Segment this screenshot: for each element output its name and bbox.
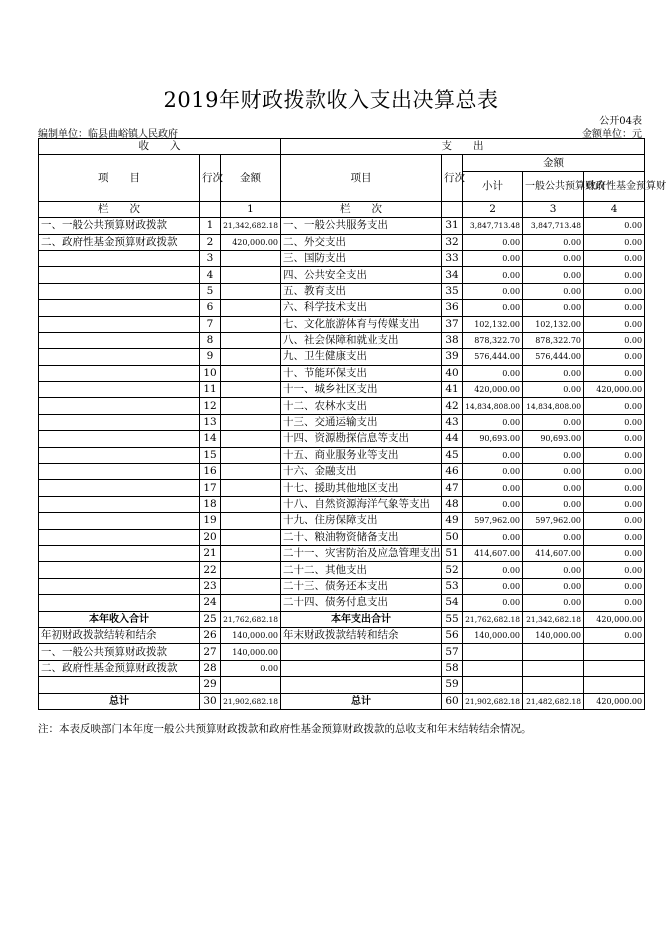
expense-fund-budget: 0.00: [584, 283, 645, 299]
income-amount: [221, 496, 281, 512]
expense-fund-budget: 0.00: [584, 627, 645, 643]
expense-subtotal: 0.00: [463, 283, 523, 299]
income-item: [39, 382, 200, 398]
table-row: [39, 545, 645, 561]
carry-row: [39, 677, 645, 693]
expense-subtotal: 0.00: [463, 595, 523, 611]
income-amount: [221, 529, 281, 545]
column-number-4: 4: [584, 201, 645, 217]
expense-item: 二十三、债务还本支出: [281, 578, 442, 594]
expense-subtotal: 0.00: [463, 234, 523, 250]
expense-line-no: 43: [442, 414, 463, 430]
income-item: [39, 398, 200, 414]
income-item: [39, 267, 200, 283]
income-item: [39, 513, 200, 529]
expense-header: 支 出: [281, 139, 645, 155]
income-item: [39, 300, 200, 316]
expense-item: 十四、资源勘探信息等支出: [281, 431, 442, 447]
subtotal-header: 小计: [463, 171, 523, 201]
carry-row: [39, 644, 645, 660]
expense-line-no: 36: [442, 300, 463, 316]
table-row: [39, 283, 645, 299]
expense-line-no: 52: [442, 562, 463, 578]
income-line-no: 11: [200, 382, 221, 398]
income-item: 本年收入合计: [39, 611, 200, 627]
income-item: [39, 431, 200, 447]
expense-subtotal: 0.00: [463, 365, 523, 381]
table-row: [39, 414, 645, 430]
expense-general-budget: 0.00: [523, 529, 584, 545]
currency-label: 金额单位：元: [582, 129, 642, 140]
expense-line-no: 60: [442, 693, 463, 709]
expense-subtotal: 21,902,682.18: [463, 693, 523, 709]
expense-subtotal: 878,322.70: [463, 332, 523, 348]
expense-subtotal: 414,607.00: [463, 545, 523, 561]
expense-line-no: 58: [442, 660, 463, 676]
income-amount: 140,000.00: [221, 627, 281, 643]
expense-general-budget: 0.00: [523, 578, 584, 594]
expense-item: 二十四、债务付息支出: [281, 595, 442, 611]
income-line-no: 13: [200, 414, 221, 430]
income-amount: 420,000.00: [221, 234, 281, 250]
expense-line-no: 50: [442, 529, 463, 545]
income-line-no: 25: [200, 611, 221, 627]
table-row: [39, 595, 645, 611]
income-line-no: 24: [200, 595, 221, 611]
table-row: [39, 316, 645, 332]
expense-item: [281, 660, 442, 676]
income-line-no: 10: [200, 365, 221, 381]
expense-fund-budget: 0.00: [584, 578, 645, 594]
expense-subtotal: 0.00: [463, 414, 523, 430]
expense-general-budget: 878,322.70: [523, 332, 584, 348]
grand-total-row: [39, 693, 645, 709]
table-row: [39, 447, 645, 463]
income-line-no: 28: [200, 660, 221, 676]
expense-subtotal: 597,962.00: [463, 513, 523, 529]
table-row: [39, 332, 645, 348]
header-row-top: [39, 155, 645, 171]
expense-general-budget: [523, 677, 584, 693]
table-row: [39, 234, 645, 250]
expense-fund-budget: 0.00: [584, 349, 645, 365]
income-item: [39, 578, 200, 594]
income-amount: [221, 414, 281, 430]
income-item: [39, 365, 200, 381]
income-item: [39, 316, 200, 332]
expense-item: 二十二、其他支出: [281, 562, 442, 578]
amount-group-header: 金额: [463, 155, 645, 171]
income-item-header: 项 目: [39, 155, 200, 201]
expense-line-no: 38: [442, 332, 463, 348]
expense-general-budget: 414,607.00: [523, 545, 584, 561]
income-header: 收 入: [39, 139, 281, 155]
expense-item: 一、一般公共服务支出: [281, 218, 442, 234]
expense-general-budget: 0.00: [523, 496, 584, 512]
expense-general-budget: 14,834,808.00: [523, 398, 584, 414]
expense-subtotal: 0.00: [463, 529, 523, 545]
income-line-no: 6: [200, 300, 221, 316]
expense-fund-budget: 0.00: [584, 234, 645, 250]
table-row: [39, 480, 645, 496]
page-title: 2019年财政拨款收入支出决算总表: [163, 88, 499, 112]
expense-subtotal: [463, 660, 523, 676]
expense-line-no: 47: [442, 480, 463, 496]
expense-line-header: 行次: [442, 155, 463, 201]
expense-item: 十二、农林水支出: [281, 398, 442, 414]
table-row: [39, 398, 645, 414]
income-amount: [221, 398, 281, 414]
expense-fund-budget: 0.00: [584, 513, 645, 529]
income-line-no: 27: [200, 644, 221, 660]
expense-subtotal: 102,132.00: [463, 316, 523, 332]
expense-general-budget: 0.00: [523, 300, 584, 316]
income-amount: [221, 283, 281, 299]
expense-fund-budget: 420,000.00: [584, 611, 645, 627]
expense-line-no: 56: [442, 627, 463, 643]
expense-item: 十、节能环保支出: [281, 365, 442, 381]
expense-subtotal: 0.00: [463, 496, 523, 512]
expense-subtotal: 420,000.00: [463, 382, 523, 398]
expense-item: 二、外交支出: [281, 234, 442, 250]
column-label: 栏 次: [39, 201, 200, 217]
expense-subtotal: 140,000.00: [463, 627, 523, 643]
expense-fund-budget: 0.00: [584, 267, 645, 283]
expense-subtotal: 90,693.00: [463, 431, 523, 447]
income-line-no: 16: [200, 464, 221, 480]
expense-subtotal: 0.00: [463, 480, 523, 496]
income-item: [39, 545, 200, 561]
column-label: 栏 次: [281, 201, 442, 217]
expense-general-budget: 0.00: [523, 250, 584, 266]
income-line-no: 26: [200, 627, 221, 643]
expense-line-no: 33: [442, 250, 463, 266]
table-row: [39, 382, 645, 398]
income-line-no: 8: [200, 332, 221, 348]
expense-subtotal: 0.00: [463, 300, 523, 316]
column-number-1: 1: [221, 201, 281, 217]
expense-item-header: 项目: [281, 155, 442, 201]
table-row: [39, 529, 645, 545]
income-line-no: 18: [200, 496, 221, 512]
income-line-no: 22: [200, 562, 221, 578]
income-amount: [221, 349, 281, 365]
expense-item: 十三、交通运输支出: [281, 414, 442, 430]
expense-fund-budget: 0.00: [584, 480, 645, 496]
general-budget-header: 一般公共预算财政: [523, 171, 584, 201]
expense-fund-budget: [584, 644, 645, 660]
expense-general-budget: 0.00: [523, 234, 584, 250]
expense-item: [281, 644, 442, 660]
income-line-no: 9: [200, 349, 221, 365]
expense-general-budget: 21,342,682.18: [523, 611, 584, 627]
expense-item: 十八、自然资源海洋气象等支出: [281, 496, 442, 512]
expense-fund-budget: 0.00: [584, 250, 645, 266]
settlement-table: [38, 138, 666, 710]
column-number-row: [39, 201, 645, 217]
expense-general-budget: 0.00: [523, 283, 584, 299]
income-item: [39, 250, 200, 266]
income-item: [39, 464, 200, 480]
expense-line-no: 59: [442, 677, 463, 693]
table-row: [39, 218, 645, 234]
expense-item: 总计: [281, 693, 442, 709]
expense-fund-budget: 0.00: [584, 496, 645, 512]
expense-item: 二十、粮油物资储备支出: [281, 529, 442, 545]
income-amount: [221, 447, 281, 463]
table-row: [39, 578, 645, 594]
expense-general-budget: 0.00: [523, 447, 584, 463]
income-amount: [221, 677, 281, 693]
expense-line-no: 55: [442, 611, 463, 627]
expense-subtotal: 0.00: [463, 464, 523, 480]
expense-item: [281, 677, 442, 693]
expense-fund-budget: 0.00: [584, 316, 645, 332]
income-item: 二、政府性基金预算财政拨款: [39, 660, 200, 676]
fund-budget-header: 政府性基金预算财: [584, 171, 645, 201]
expense-item: 十九、住房保障支出: [281, 513, 442, 529]
expense-line-no: 46: [442, 464, 463, 480]
footnote: 注：本表反映部门本年度一般公共预算财政拨款和政府性基金预算财政拨款的总收支和年末结转结余情况。: [38, 723, 532, 735]
income-line-no: 7: [200, 316, 221, 332]
expense-general-budget: 576,444.00: [523, 349, 584, 365]
expense-line-no: 44: [442, 431, 463, 447]
expense-subtotal: 0.00: [463, 562, 523, 578]
table-row: [39, 464, 645, 480]
form-code: 公开04表: [599, 116, 642, 127]
table-row: [39, 431, 645, 447]
expense-general-budget: 0.00: [523, 365, 584, 381]
income-line-no: 4: [200, 267, 221, 283]
income-amount: [221, 464, 281, 480]
expense-fund-budget: 0.00: [584, 464, 645, 480]
expense-subtotal: [463, 644, 523, 660]
expense-item: 十五、商业服务业等支出: [281, 447, 442, 463]
expense-subtotal: 0.00: [463, 267, 523, 283]
expense-general-budget: 21,482,682.18: [523, 693, 584, 709]
expense-item: 二十一、灾害防治及应急管理支出: [281, 545, 442, 561]
income-amount-header: 金额: [221, 155, 281, 201]
expense-line-no: 35: [442, 283, 463, 299]
column-number-2: 2: [463, 201, 523, 217]
income-item: [39, 496, 200, 512]
expense-general-budget: 0.00: [523, 382, 584, 398]
expense-general-budget: 0.00: [523, 595, 584, 611]
expense-fund-budget: 0.00: [584, 529, 645, 545]
income-line-no: 1: [200, 218, 221, 234]
expense-line-no: 49: [442, 513, 463, 529]
income-line-no: 30: [200, 693, 221, 709]
income-line-no: 3: [200, 250, 221, 266]
income-item: 年初财政拨款结转和结余: [39, 627, 200, 643]
expense-item: 年末财政拨款结转和结余: [281, 627, 442, 643]
expense-item: 十一、城乡社区支出: [281, 382, 442, 398]
income-amount: [221, 300, 281, 316]
expense-general-budget: 597,962.00: [523, 513, 584, 529]
income-line-no: 15: [200, 447, 221, 463]
income-item: 一、一般公共预算财政拨款: [39, 644, 200, 660]
expense-general-budget: [523, 644, 584, 660]
income-item: [39, 283, 200, 299]
expense-subtotal: 0.00: [463, 447, 523, 463]
income-line-no: 29: [200, 677, 221, 693]
expense-general-budget: 0.00: [523, 267, 584, 283]
expense-item: 十七、援助其他地区支出: [281, 480, 442, 496]
income-item: 总计: [39, 693, 200, 709]
income-amount: [221, 562, 281, 578]
expense-general-budget: 140,000.00: [523, 627, 584, 643]
income-item: [39, 447, 200, 463]
expense-item: 九、卫生健康支出: [281, 349, 442, 365]
income-amount: [221, 382, 281, 398]
table-row: [39, 349, 645, 365]
expense-general-budget: [523, 660, 584, 676]
income-line-no: 20: [200, 529, 221, 545]
income-item: [39, 677, 200, 693]
income-amount: [221, 480, 281, 496]
expense-fund-budget: 0.00: [584, 431, 645, 447]
income-amount: [221, 431, 281, 447]
income-line-no: 14: [200, 431, 221, 447]
income-amount: 140,000.00: [221, 644, 281, 660]
expense-subtotal: 21,762,682.18: [463, 611, 523, 627]
expense-line-no: 48: [442, 496, 463, 512]
expense-general-budget: 0.00: [523, 464, 584, 480]
expense-fund-budget: 0.00: [584, 218, 645, 234]
income-amount: [221, 332, 281, 348]
income-item: [39, 595, 200, 611]
income-item: [39, 480, 200, 496]
expense-general-budget: 102,132.00: [523, 316, 584, 332]
expense-subtotal: 576,444.00: [463, 349, 523, 365]
expense-line-no: 51: [442, 545, 463, 561]
expense-fund-budget: 0.00: [584, 562, 645, 578]
expense-item: 八、社会保障和就业支出: [281, 332, 442, 348]
expense-fund-budget: 420,000.00: [584, 693, 645, 709]
income-line-no: 2: [200, 234, 221, 250]
expense-item: 五、教育支出: [281, 283, 442, 299]
expense-general-budget: 0.00: [523, 562, 584, 578]
column-number-3: 3: [523, 201, 584, 217]
expense-line-no: 37: [442, 316, 463, 332]
expense-item: 四、公共安全支出: [281, 267, 442, 283]
expense-item: 十六、金融支出: [281, 464, 442, 480]
expense-line-no: 42: [442, 398, 463, 414]
expense-line-no: 54: [442, 595, 463, 611]
table-row: [39, 496, 645, 512]
expense-fund-budget: 0.00: [584, 398, 645, 414]
income-amount: [221, 545, 281, 561]
expense-item: 三、国防支出: [281, 250, 442, 266]
expense-fund-budget: [584, 677, 645, 693]
expense-fund-budget: 0.00: [584, 300, 645, 316]
table-row: [39, 300, 645, 316]
expense-line-no: 53: [442, 578, 463, 594]
income-amount: 21,762,682.18: [221, 611, 281, 627]
expense-line-no: 57: [442, 644, 463, 660]
header-row-section: [39, 139, 645, 155]
income-item: [39, 332, 200, 348]
income-item: [39, 529, 200, 545]
expense-general-budget: 0.00: [523, 480, 584, 496]
expense-line-no: 40: [442, 365, 463, 381]
expense-line-no: 31: [442, 218, 463, 234]
expense-fund-budget: 0.00: [584, 447, 645, 463]
expense-subtotal: 0.00: [463, 250, 523, 266]
expense-item: 六、科学技术支出: [281, 300, 442, 316]
income-amount: 21,902,682.18: [221, 693, 281, 709]
income-item: 一、一般公共预算财政拨款: [39, 218, 200, 234]
table-row: [39, 267, 645, 283]
expense-fund-budget: 0.00: [584, 595, 645, 611]
table-row: [39, 365, 645, 381]
income-amount: 0.00: [221, 660, 281, 676]
income-line-header: 行次: [200, 155, 221, 201]
expense-line-no: 45: [442, 447, 463, 463]
expense-line-no: 39: [442, 349, 463, 365]
expense-fund-budget: 0.00: [584, 414, 645, 430]
expense-item: 七、文化旅游体育与传媒支出: [281, 316, 442, 332]
expense-subtotal: 14,834,808.00: [463, 398, 523, 414]
carry-row: [39, 660, 645, 676]
income-item: 二、政府性基金预算财政拨款: [39, 234, 200, 250]
income-line-no: 5: [200, 283, 221, 299]
expense-line-no: 34: [442, 267, 463, 283]
expense-general-budget: 0.00: [523, 414, 584, 430]
expense-subtotal: 0.00: [463, 578, 523, 594]
income-amount: [221, 267, 281, 283]
income-amount: [221, 595, 281, 611]
expense-fund-budget: 0.00: [584, 365, 645, 381]
income-line-no: 17: [200, 480, 221, 496]
income-line-no: 12: [200, 398, 221, 414]
expense-fund-budget: [584, 660, 645, 676]
expense-fund-budget: 0.00: [584, 332, 645, 348]
expense-subtotal: 3,847,713.48: [463, 218, 523, 234]
income-line-no: 21: [200, 545, 221, 561]
income-amount: [221, 250, 281, 266]
income-line-no: 23: [200, 578, 221, 594]
expense-subtotal: [463, 677, 523, 693]
table-row: [39, 562, 645, 578]
expense-item: 本年支出合计: [281, 611, 442, 627]
income-item: [39, 414, 200, 430]
expense-line-no: 41: [442, 382, 463, 398]
income-amount: [221, 578, 281, 594]
expense-fund-budget: 0.00: [584, 545, 645, 561]
expense-general-budget: 3,847,713.48: [523, 218, 584, 234]
table-row: [39, 250, 645, 266]
expense-general-budget: 90,693.00: [523, 431, 584, 447]
income-amount: 21,342,682.18: [221, 218, 281, 234]
table-row: [39, 513, 645, 529]
income-item: [39, 562, 200, 578]
total-row: [39, 611, 645, 627]
unit-label: 编制单位：临县曲峪镇人民政府: [38, 129, 178, 140]
expense-fund-budget: 420,000.00: [584, 382, 645, 398]
expense-line-no: 32: [442, 234, 463, 250]
carry-row: [39, 627, 645, 643]
income-amount: [221, 513, 281, 529]
income-line-no: 19: [200, 513, 221, 529]
income-item: [39, 349, 200, 365]
income-amount: [221, 316, 281, 332]
income-amount: [221, 365, 281, 381]
